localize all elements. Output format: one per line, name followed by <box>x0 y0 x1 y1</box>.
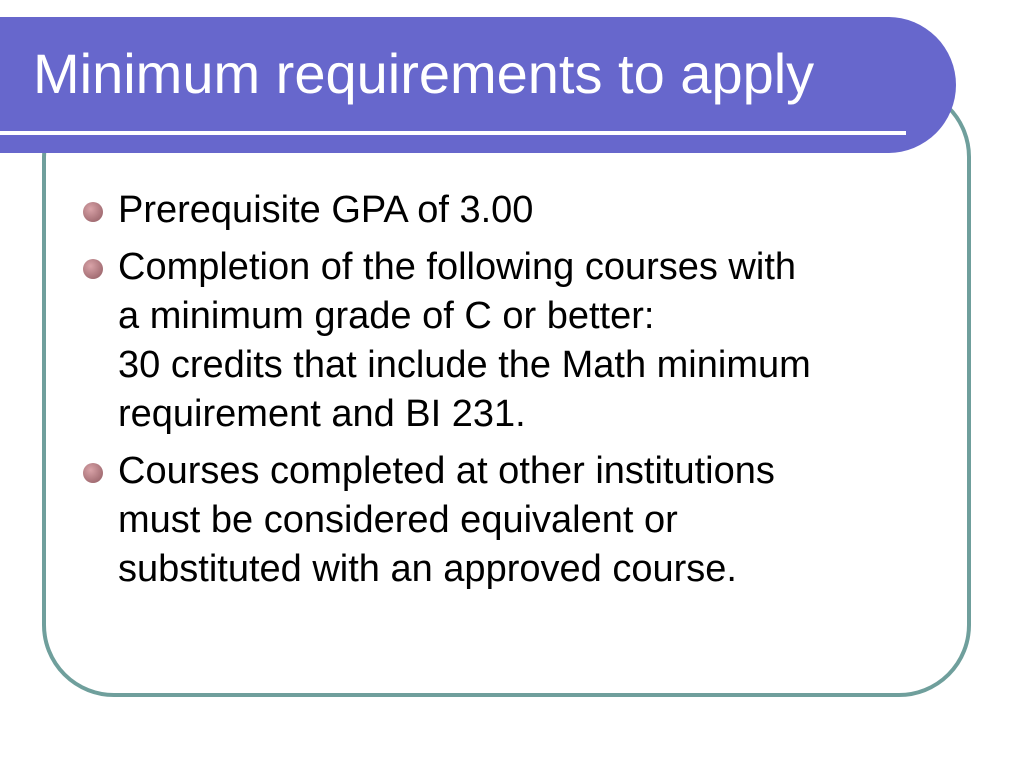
bullet-text-line: substituted with an approved course. <box>118 548 737 590</box>
bullet-list <box>80 186 960 602</box>
bullet-text-line: Completion of the following courses with <box>118 246 797 288</box>
bullet-item-courses <box>80 243 960 439</box>
bullet-icon <box>83 463 103 483</box>
bullet-text-line: requirement and BI 231. <box>118 393 526 435</box>
bullet-text-line: 30 credits that include the Math minimum <box>118 344 811 386</box>
bullet-text-line: Prerequisite GPA of 3.00 <box>118 189 534 231</box>
slide-title: Minimum requirements to apply <box>33 42 815 105</box>
bullet-text-line: Courses completed at other institutions <box>118 450 775 492</box>
bullet-item-institutions <box>80 447 960 594</box>
title-divider <box>0 131 906 135</box>
bullet-icon <box>83 202 103 222</box>
bullet-text-line: a minimum grade of C or better: <box>118 295 655 337</box>
bullet-icon <box>83 259 103 279</box>
bullet-text-line: must be considered equivalent or <box>118 499 678 541</box>
bullet-item-gpa <box>80 186 960 235</box>
